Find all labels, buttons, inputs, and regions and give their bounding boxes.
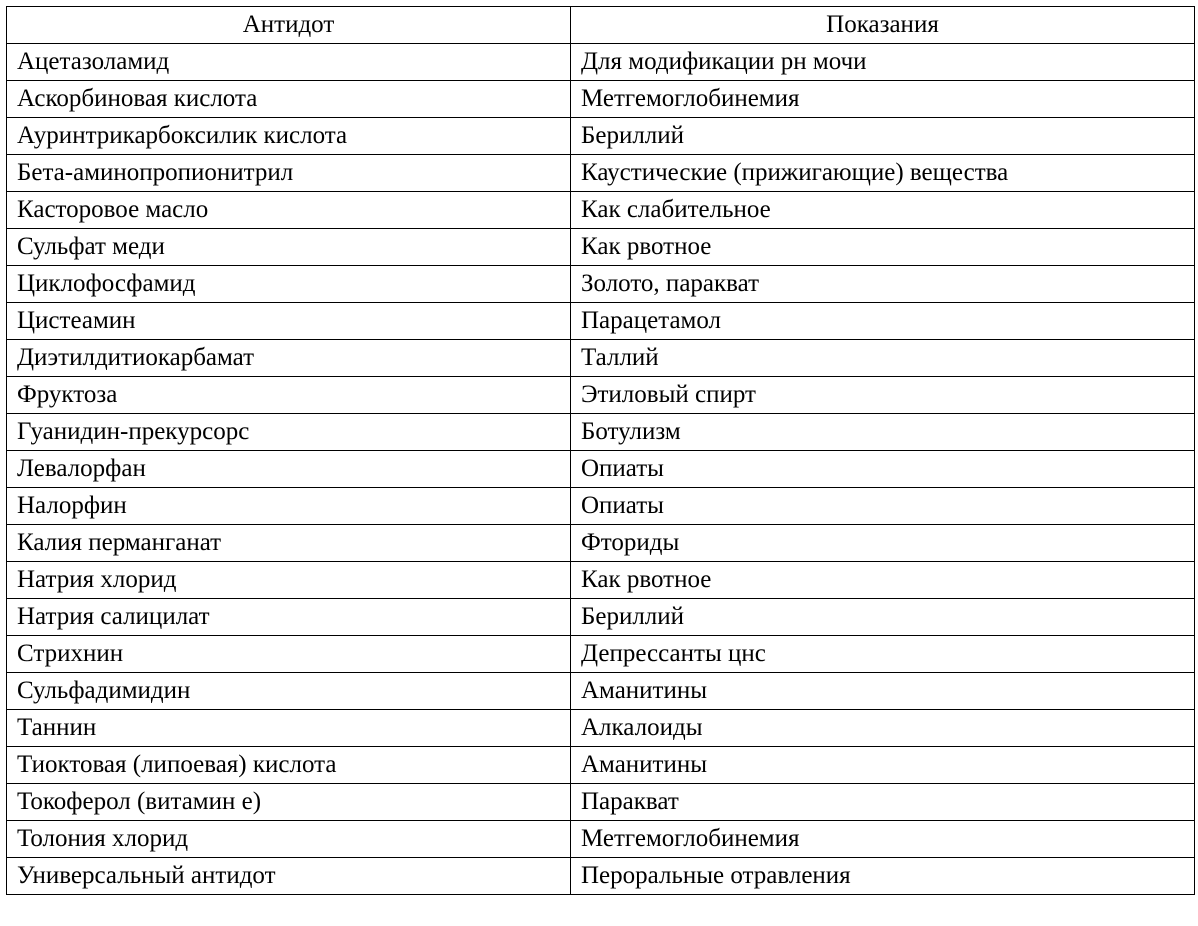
indication-cell: Как слабительное bbox=[571, 192, 1195, 229]
antidote-cell: Таннин bbox=[7, 710, 571, 747]
indication-cell: Парацетамол bbox=[571, 303, 1195, 340]
antidote-cell: Натрия хлорид bbox=[7, 562, 571, 599]
antidote-cell: Сульфат меди bbox=[7, 229, 571, 266]
indication-cell: Опиаты bbox=[571, 488, 1195, 525]
table-row bbox=[7, 858, 1195, 895]
indication-cell: Золото, паракват bbox=[571, 266, 1195, 303]
indication-cell: Этиловый спирт bbox=[571, 377, 1195, 414]
table-row bbox=[7, 488, 1195, 525]
table-row bbox=[7, 599, 1195, 636]
indication-cell: Паракват bbox=[571, 784, 1195, 821]
indication-cell: Фториды bbox=[571, 525, 1195, 562]
table-row bbox=[7, 44, 1195, 81]
table-row bbox=[7, 266, 1195, 303]
table-row bbox=[7, 155, 1195, 192]
antidote-cell: Толония хлорид bbox=[7, 821, 571, 858]
antidote-cell: Циклофосфамид bbox=[7, 266, 571, 303]
antidote-cell: Сульфадимидин bbox=[7, 673, 571, 710]
indication-cell: Пероральные отравления bbox=[571, 858, 1195, 895]
antidote-cell: Токоферол (витамин е) bbox=[7, 784, 571, 821]
indication-cell: Таллий bbox=[571, 340, 1195, 377]
table-row bbox=[7, 377, 1195, 414]
table-row bbox=[7, 192, 1195, 229]
table-row bbox=[7, 451, 1195, 488]
table-row bbox=[7, 81, 1195, 118]
antidote-cell: Ауринтрикарбоксилик кислота bbox=[7, 118, 571, 155]
indication-cell: Депрессанты цнс bbox=[571, 636, 1195, 673]
table-row bbox=[7, 118, 1195, 155]
table-row bbox=[7, 229, 1195, 266]
antidote-cell: Тиоктовая (липоевая) кислота bbox=[7, 747, 571, 784]
indication-cell: Аманитины bbox=[571, 673, 1195, 710]
indication-cell: Для модификации рн мочи bbox=[571, 44, 1195, 81]
indication-cell: Каустические (прижигающие) вещества bbox=[571, 155, 1195, 192]
table-row bbox=[7, 636, 1195, 673]
indication-cell: Алкалоиды bbox=[571, 710, 1195, 747]
antidote-cell: Касторовое масло bbox=[7, 192, 571, 229]
table-row bbox=[7, 747, 1195, 784]
indication-cell: Метгемоглобинемия bbox=[571, 821, 1195, 858]
indication-cell: Ботулизм bbox=[571, 414, 1195, 451]
indication-cell: Бериллий bbox=[571, 118, 1195, 155]
antidote-cell: Ацетазоламид bbox=[7, 44, 571, 81]
antidote-cell: Калия перманганат bbox=[7, 525, 571, 562]
antidote-cell: Налорфин bbox=[7, 488, 571, 525]
table-row bbox=[7, 562, 1195, 599]
table-row bbox=[7, 710, 1195, 747]
antidote-cell: Цистеамин bbox=[7, 303, 571, 340]
table-row bbox=[7, 673, 1195, 710]
table-row bbox=[7, 340, 1195, 377]
antidote-cell: Диэтилдитиокарбамат bbox=[7, 340, 571, 377]
antidote-cell: Аскорбиновая кислота bbox=[7, 81, 571, 118]
indication-cell: Опиаты bbox=[571, 451, 1195, 488]
indication-cell: Как рвотное bbox=[571, 562, 1195, 599]
antidote-cell: Стрихнин bbox=[7, 636, 571, 673]
antidote-cell: Универсальный антидот bbox=[7, 858, 571, 895]
table-row bbox=[7, 414, 1195, 451]
antidote-cell: Бета-аминопропионитрил bbox=[7, 155, 571, 192]
table-body bbox=[7, 44, 1195, 895]
antidote-table bbox=[6, 6, 1195, 895]
indication-cell: Бериллий bbox=[571, 599, 1195, 636]
indication-cell: Аманитины bbox=[571, 747, 1195, 784]
antidote-cell: Фруктоза bbox=[7, 377, 571, 414]
header-antidote: Антидот bbox=[7, 7, 571, 44]
indication-cell: Метгемоглобинемия bbox=[571, 81, 1195, 118]
indication-cell: Как рвотное bbox=[571, 229, 1195, 266]
table-row bbox=[7, 784, 1195, 821]
header-row bbox=[7, 7, 1195, 44]
header-indications: Показания bbox=[571, 7, 1195, 44]
antidote-cell: Натрия салицилат bbox=[7, 599, 571, 636]
table-row bbox=[7, 525, 1195, 562]
table-row bbox=[7, 821, 1195, 858]
antidote-cell: Левалорфан bbox=[7, 451, 571, 488]
table-row bbox=[7, 303, 1195, 340]
antidote-cell: Гуанидин-прекурсорс bbox=[7, 414, 571, 451]
